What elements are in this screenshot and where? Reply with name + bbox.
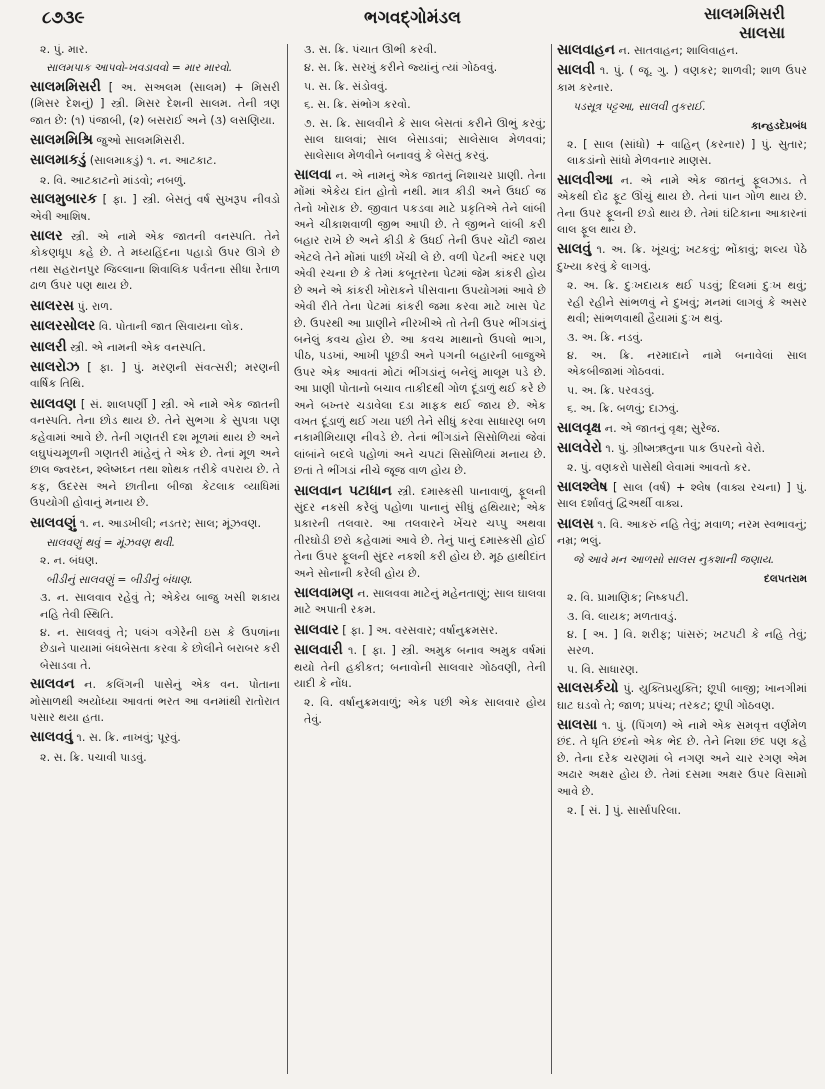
dictionary-entry [30, 79, 280, 129]
column-divider [551, 44, 552, 1074]
sub-sense: ૨. વિ. વર્ષાનુક્રમવાળું; એક પછી એક સાલવાર હોય તેવું. [304, 696, 546, 726]
dictionary-entry [294, 585, 546, 619]
headword: સાલરસ [30, 297, 74, 314]
sub-sense: ૨. [ સાલ (સાંધો) + વાહિન્ (કરનાર) ] પું. સુતાર; લાકડાંનો સાંધો મેળવનાર માણસ. [567, 138, 807, 168]
sub-sense: ૨. [ સં. ] પું. સાર્સાપરિલા. [567, 804, 682, 818]
definition: સ્ત્રી. એ નામની એક વનસ્પતિ. [66, 340, 206, 354]
definition: પું. યુક્તિપ્રયુક્તિ; છૂપી બાજી; ખાનગીમાં ઘાટ ઘડવો તે; જાળ; પ્રપંચ; તરકટ; છૂપી ગોઠવણ. [557, 682, 807, 712]
sub-sense: ૪. [ અ. ] વિ. શરીફ; પાંસરું; ખટપટી કે નહિ તેવું; સરળ. [567, 628, 807, 658]
dictionary-entry [30, 729, 280, 746]
headword: સાલવેરો [557, 439, 602, 456]
dictionary-entry [294, 167, 546, 480]
sub-sense: ૨. ન. બંધણ. [40, 554, 99, 568]
definition: ન. સાલવવા માટેનું મહેનતાણું; સાલ ઘાલવા માટે અપાતી રકમ. [294, 587, 546, 617]
headword: સાલવા [294, 166, 332, 183]
definition: જુઓ સાલમમિસરી. [92, 134, 185, 148]
guide-words [704, 4, 785, 42]
definition: ન. એ નામે એક જાતનું ફૂલઝાડ. તે એકથી દોઢ ફૂટ ઊંચું થાય છે. તેનાં પાન ગોળ થાય છે. તેના ઉપર ફૂલની છડો થાય છે. તેમાં ઘંટિકાના આકારનાં લાલ ફૂલ થાય છે. [557, 173, 807, 237]
headword: સાલસ [557, 515, 594, 532]
dictionary-entry [294, 642, 546, 692]
headword: સાલવારી [294, 642, 343, 659]
definition: [ ફા. ] પું. મરણની સંવત્સરી; મરણની વાર્ષિક તિથિ. [30, 360, 280, 391]
definition: ૧. ન. આડખીલી; નડતર; સાલ; મૂંઝવણ. [76, 516, 262, 530]
definition: સ્ત્રી. દમાસ્કસી પાનાવાળું, ફૂલની સુંદર નકસી કરેલું પહોળા પાનાનું સીધું હથિયાર; એક પ્રકારની તલવાર. આ તલવારને ખેંચર ચપ્પુ અથવા તીરઘોડી છરો કહેવામાં આવે છે. તેનું પાનું દમાસ્કસી હોઈ તેના ઉપર ફૂલની સુંદર નકશી કરી હોય છે. મૂઠ હાથીદાંત અને સોનાની કરેલી હોય છે. [294, 484, 546, 580]
page-number: ૮૭૩૯ [42, 8, 85, 28]
dictionary-entry [557, 420, 807, 437]
definition: ન. કલિંગની પાસેનું એક વન. પોતાના મોસાળથી અયોધ્યા આવતાં ભરત આ વનમાંથી રાતોરાત પસાર થયા હતા. [30, 678, 280, 725]
sub-sense: ૩. અ. ક્રિ. નડવું. [567, 330, 644, 344]
dictionary-entry [30, 396, 280, 512]
dictionary-entry [30, 298, 280, 315]
usage-quote: પડસૂત્ર પટ્ટઆ, સાલવી તુકરાઈ. [573, 100, 706, 114]
definition: ૧. પું. (પિંગળ) એ નામે એક સમવૃત્ત વર્ણમેળ છંદ. તે ધૃતિ છંદનો એક ભેદ છે. તેને નિશા છંદ પણ કહે છે. તેના દરેક ચરણમાં બે નગણ અને ચાર રગણ એમ અઢાર અક્ષર હોય છે. તેમાં દસમા અક્ષર ઉપર વિસામો આવે છે. [557, 719, 807, 798]
dictionary-entry [557, 62, 807, 96]
sub-sense: ૫. વિ. સાધારણ. [567, 662, 639, 676]
dictionary-entry [30, 318, 280, 335]
column-divider [287, 44, 288, 1074]
column-2 [294, 42, 546, 730]
sub-sense: ૩. વિ. લાયક; મળતાવડું. [567, 609, 678, 623]
page-header [0, 0, 825, 40]
definition: ન. એ જાતનું વૃક્ષ; સુરેજ. [601, 421, 721, 435]
headword: સાલમમિશ્રિ [30, 132, 93, 149]
dictionary-entry [30, 191, 280, 225]
dictionary-entry [294, 622, 546, 639]
dictionary-entry [557, 42, 807, 59]
sub-sense: ૫. અ. ક્રિ. પરવડવું. [567, 383, 655, 397]
headword: સાલરોઝ [30, 358, 80, 375]
quote-source: દલપતરામ [764, 572, 807, 585]
headword: સાલવી [557, 62, 596, 79]
dictionary-entry [30, 152, 280, 169]
definition: વિ. પોતાની જાત સિવાયના લોક. [95, 320, 244, 334]
sub-sense: ૨. અ. ક્રિ. દુઃખદાયક થઈ પડવું; દિલમાં દુઃખ થવું; રહી રહીને સાંભળવું ને દુખવું; મનમાં લાગવું કે અસર થવી; સાંભળવાથી હૈયામાં દુઃખ થવું. [567, 279, 807, 326]
headword: સાલવવું [30, 729, 73, 746]
headword: સાલવણ [30, 395, 77, 412]
dictionary-entry [294, 483, 546, 582]
definition: ૧. સ. ક્રિ. નાખવું; પૂરવું. [72, 731, 181, 745]
headword: સાલર [30, 228, 63, 245]
dictionary-entry [30, 359, 280, 393]
dictionary-entry [557, 241, 807, 275]
sub-sense: ૫. સ. ક્રિ. સંડોવવું. [304, 79, 388, 93]
sub-sense: ૬. સ. ક્રિ. સંભોગ કરવો. [304, 98, 411, 112]
headword: સાલમમિસરી [30, 78, 101, 95]
sub-sense: ૨. પું. વણકરો પાસેથી લેવામાં આવતો કર. [567, 461, 751, 475]
sub-sense: ૩. ન. સાલવાવ રહેવું તે; એકેય બાજુ ખસી શકાય નહિ તેવી સ્થિતિ. [40, 591, 280, 621]
quote-source: કાન્હડદેપ્રબંધ [751, 119, 807, 132]
headword: સાલસા [557, 717, 598, 734]
definition: ૧. અ. ક્રિ. ખૂંચવું; ખટકવું; ભોંકાવું; શલ્ય પેઠે દુખ્યા કરવું કે લાગવું. [557, 243, 807, 273]
definition: સ્ત્રી. એ નામે એક જાતની વનસ્પતિ. તેને કોકણધૂપ કહે છે. તે મધ્યહિંદના પહાડો ઉપર ઊગે છે તથા સહરાનપુર જિલ્લાના શિવાલિક પર્વતના સીધા રેતાળ ઢાળ ઉપર પણ થાય છે. [30, 230, 280, 293]
definition: [ ફા. ] સ્ત્રી. બેસતું વર્ષ સુખરૂપ નીવડો એવી આશિષ. [30, 193, 280, 223]
definition: [ અ. સઅલમ (સાલમ) + મિસરી (મિસર દેશનું) ] સ્ત્રી. મિસર દેશની સાલમ. તેની ત્રણ જાત છે: (૧) પંજાબી, (૨) બસરાઈ અને (૩) લસણિયા. [30, 80, 280, 127]
definition: ૧. વિ. આકરું નહિ તેવું; મવાળ; નરમ સ્વભાવનું; નમ્ર; ભલું. [557, 517, 807, 547]
dictionary-entry [30, 228, 280, 295]
dictionary-entry [557, 717, 807, 800]
definition: પું. રાળ. [73, 299, 113, 313]
sub-sense: ૩. સ. ક્રિ. પંચાત ઊભી કરવી. [304, 43, 437, 56]
headword: સાલરી [30, 338, 67, 355]
guide-word-last: સાલસા [739, 23, 785, 42]
headword: સાલવણું [30, 514, 77, 531]
dictionary-entry [557, 440, 807, 457]
dictionary-entry [557, 680, 807, 714]
dictionary-entry [557, 479, 807, 513]
sub-sense: ૭. સ. ક્રિ. સાલવીને કે સાલ બેસતાં કરીને ઊભું કરવું; સાલ ઘાલવાં; સાલ બેસાડવાં; સાલેસાલ મેળવવાં; સાલેસાલ મેળવીને બનાવવું કે બેસતું કરવું. [304, 116, 546, 163]
usage-quote: સાલમપાક આપવો-ખવડાવવો = માર મારવો. [46, 61, 233, 75]
headword: સાલશ્લેષ [557, 478, 608, 495]
headword: સાલવૃક્ષ [557, 419, 602, 436]
usage-quote: જે આવે મન આળસો સાલસ નુકશાની જણાય. [573, 553, 775, 567]
usage-quote: સાલવણું થવું = મૂંઝવણ થવી. [46, 535, 176, 549]
headword: સાલવાર [294, 621, 339, 638]
definition: [ સં. શાલપર્ણી ] સ્ત્રી. એ નામે એક જાતની વનસ્પતિ. તેના છોડ થાય છે. તેને સુભગા કે સુપત્રા પણ કહેવામાં આવે છે. તેની ગણતરી દશ મૂળમાં થાય છે અને લઘુપંચમૂળની ગણતરી માંહેનું તે એક છે. તેનાં મૂળ અને છાલ જ્વરઘ્ન, શ્લેષ્મઘ્ન તથા શોથક તરીકે વપરાય છે. તે કફ, ઉદરસ અને છાતીના બીજા કેટલાક વ્યાધિમાં ઉપયોગી હોવાનું મનાય છે. [30, 397, 280, 510]
dictionary-entry [557, 516, 807, 550]
dictionary-entry [557, 172, 807, 239]
sub-sense: ૪. સ. ક્રિ. સરખું કરીને જ્યાંનું ત્યાં ગોઠવવું. [304, 61, 498, 75]
headword: સાલવીઆ [557, 171, 613, 188]
column-1 [30, 42, 280, 768]
headword: સાલવન [30, 676, 75, 693]
definition: ન. સાતવાહન; શાલિવાહન. [614, 44, 739, 57]
sub-sense: ૨. સ. ક્રિ. પચાવી પાડવું. [40, 750, 147, 764]
sub-sense: ૨. વિ. પ્રામાણિક; નિષ્કપટી. [567, 591, 689, 605]
definition: (સાલમાકડું) ૧. ન. આટકાટ. [86, 154, 217, 168]
headword: સાલરસોલર [30, 318, 96, 335]
dictionary-entry [30, 132, 280, 149]
dictionary-entry [30, 515, 280, 532]
headword: સાલમાકડું [30, 152, 87, 169]
headword: સાલવામણ [294, 585, 354, 601]
guide-word-first: સાલમમિસરી [704, 4, 785, 23]
headword: સાલસર્કયો [557, 680, 619, 697]
usage-quote: બીડીનું સાલવણું = બીડીનું બંધાણ. [46, 572, 193, 586]
headword: સાલવાન પટાધાન [294, 482, 392, 499]
headword: સાલમુબારક [30, 191, 98, 208]
definition: ૧. પું. ગ્રીષ્મઋતુના પાક ઉપરનો વેરો. [601, 441, 766, 455]
definition: [ ફા. ] અ. વરસવાર; વર્ષાનુક્રમસર. [338, 623, 499, 637]
sub-sense: ૪. અ. ક્રિ. નરમાદાને નામે બનાવેલાં સાલ એકબીજામાં ગોઠવવાં. [567, 348, 807, 379]
sub-sense: ૬. અ. ક્રિ. બળવું; દાઝવું. [567, 402, 680, 416]
definition: ૧. [ ફા. ] સ્ત્રી. અમુક બનાવ અમુક વર્ષમાં થયો તેની હકીકત; બનાવોની સાલવાર ગોઠવણી, તેની યાદી કે નોંધ. [294, 644, 546, 691]
definition: [ સાલ (વર્ષ) + શ્લેષ (વાક્ય રચના) ] પું. સાલ દર્શાવતું દ્વિઅર્થી વાક્ય. [557, 480, 807, 511]
dictionary-entry [30, 339, 280, 356]
dictionary-entry [30, 676, 280, 726]
headword: સાલવું [557, 241, 592, 258]
sub-sense: ૪. ન. સાલવવું તે; પલંગ વગેરેની ઇસ કે ઉપળાંના છેડાને પાયામાં બંધબેસતા કરવા કે છોલીને બરાબર કરી બેસાડવા તે. [40, 626, 280, 672]
headword: સાલવાહન [557, 42, 615, 58]
definition: ૧. પું. ( જૂ. ગુ. ) વણકર; શાળવી; શાળ ઉપર કામ કરનાર. [557, 64, 807, 94]
book-title: ભગવદ્ગોમંડલ [364, 8, 461, 28]
definition: ન. એ નામનું એક જાતનું નિશાચર પ્રાણી. તેના મોંમાં એકેય દાંત હોતો નથી. માત્ર કીડી અને ઉધઈ જ તેનો ખોરાક છે. જીવાત પકડવા માટે પ્રકૃતિએ તેને લાંબી અને ચીકાશવાળી જીભ આપી છે. તે જીભને લાંબી કરી બહાર રાખે છે અને કીડી કે ઉધઈ તેની ઉપર ચોંટી જાય એટલે તેને મોંમાં પાછી ખેંચી લે છે. વળી પેટની અંદર પણ એવી રચના છે કે તેમાં કબૂતરના પેટમાં જેમ કાંકરી હોય છે અને એ કાંકરી ખોરાકને પીસવાના ઉપયોગમાં આવે છે એવી રીતે તેના પેટમાં કાંકરી જમા કરવા માટે ખાસ પેટ છે. ઉપરથી આ પ્રાણીને નીરખીએ તો તેની ઉપર ભીંગડાંનું બનેલું કવચ હોય છે. આ કવચ માથાનો ઉપલો ભાગ, પીઠ, પડખાં, આખી પૂછડી અને પગની બહારની બાજુએ ઉપર એક આવતાં મોટાં ભીંગડાંનું બનેલું માલૂમ પડે છે. આ પ્રાણી પોતાનો બચાવ તાકીદથી ગોળ દૂંડાળું થઈ કરે છે અને બખ્તર ચડાવેલા દડા માફક થઈ જાય છે. એક વખત દૂંડાળું થઈ ગયા પછી તેને સીધું કરવા સાધારણ બળ નકામીમિયાણ નીવડે છે. તેનાં ભીંગડાંને સિસોળિયાં જેવાં લાંબાંને બદલે પહોળાં અને ચપટાં સિસોળિયાં મનાય છે. છતાં તે ભીંગડાં નીચે જૂજ વાળ હોય છે. [294, 168, 546, 478]
sub-sense: ૨. પું. માર. [40, 43, 89, 56]
sub-sense: ૨. વિ. આટકાટનો માંડવો; નબળું. [40, 173, 187, 187]
column-3 [557, 42, 807, 821]
